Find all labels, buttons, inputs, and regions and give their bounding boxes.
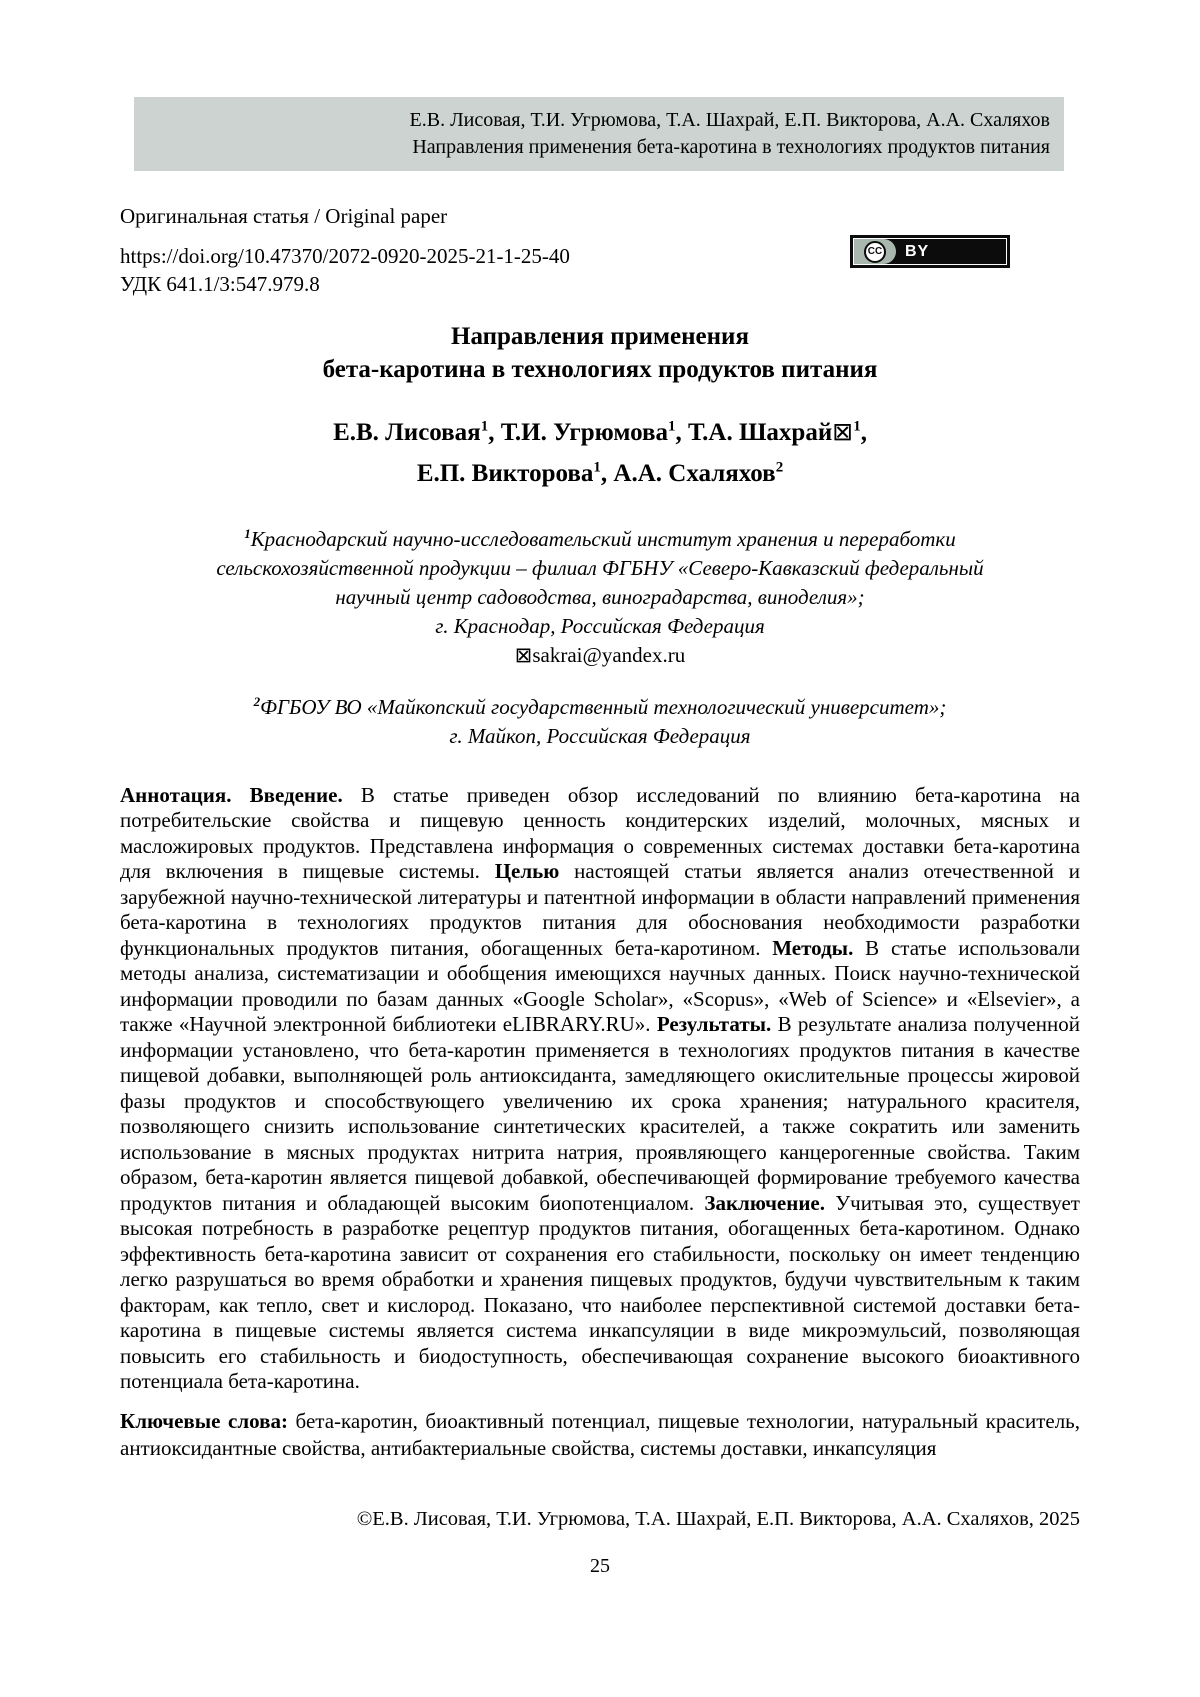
cc-badge-frame <box>853 238 1007 265</box>
cc-by-license-badge[interactable] <box>850 235 1010 268</box>
doi-link[interactable]: https://doi.org/10.47370/2072-0920-2025-21-1-25-40 <box>120 244 570 268</box>
article-title <box>120 320 1080 386</box>
keywords-label: Ключевые слова: <box>120 1408 288 1433</box>
article-title-line2: бета-каротина в технологиях продуктов питания <box>322 356 878 383</box>
copyright-line: ©Е.В. Лисовая, Т.И. Угрюмова, Т.А. Шахрай, Е.П. Викторова, А.А. Схаляхов, 2025 <box>356 1507 1080 1530</box>
abstract-methods-label: Методы. <box>772 935 866 960</box>
abstract-goal-label: Целью <box>494 859 575 884</box>
abstract-results-label: Результаты. <box>656 1012 778 1037</box>
udk-code: УДК 641.1/3:547.979.8 <box>120 272 320 296</box>
abstract-paragraph: Аннотация. Введение. В статье приведен обзор исследований по влиянию бета-каротина на потребительские свойства и пищевую ценность кондитерских изделий, молочных, мясных и масложировых продуктов. Представлена информация о современных системах доставки бета-каротина для включения в пищевые системы. Целью настоящей статьи является анализ отечественной и зарубежной научно-технической литературы и патентной информации в области направлений применения бета-каротина в технологиях продуктов питания для обоснования необходимости разработки функциональных продуктов питания, обогащенных бета-каротином. Методы. В статье использовали методы анализа, систематизации и обобщения имеющихся научных данных. Поиск научно-технической информации проводили по базам данных «Google Scholar», «Scopus», «Web of Science» и «Elsevier», а также «Научной электронной библиотеки eLIBRARY.RU». Результаты. В результате анализа полученной информации установлено, что бета-каротин применяется в технологиях продуктов питания в качестве пищевой добавки, выполняющей роль антиоксиданта, замедляющего окислительные процессы жировой фазы продуктов и способствующего увеличению их срока хранения; натурального красителя, позволяющего снизить использование синтетических красителей, а также сократить или заменить использование в мясных продуктах нитрита натрия, проявляющего канцерогенные свойства. Таким образом, бета-каротин является пищевой добавкой, обеспечивающей формирование требуемого качества продуктов питания и обладающей высоким биопотенциалом. Заключение. Учитывая это, существует высокая потребность в разработке рецептур продуктов питания, обогащенных бета-каротином. Однако эффективность бета-каротина зависит от сохранения его стабильности, поскольку он имеет тенденцию легко разрушаться во время обработки и хранения пищевых продуктов, будучи чувствительным к таким факторам, как тепло, свет и кислород. Показано, что наиболее перспективной системой доставки бета-каротина в пищевые системы является система инкапсуляции в виде микроэмульсий, позволяющая повысить его стабильность и биодоступность, обеспечивающая сохранение высокого биоактивного потенциала бета-каротина. <box>120 782 1081 1394</box>
cc-circle-logo: CC <box>864 241 886 263</box>
article-title-line1: Направления применения <box>451 323 749 350</box>
affiliation-2: $^2$ФГБОУ ВО «Майкопский государственный технологический университет»; г. Майкоп, Российская Федерация <box>253 693 947 748</box>
running-head <box>134 97 1064 171</box>
running-head-authors: Е.В. Лисовая, Т.И. Угрюмова, Т.А. Шахрай, Е.П. Викторова, А.А. Схаляхов <box>409 109 1050 131</box>
corresponding-email[interactable] <box>515 643 685 667</box>
author: Т.И. Угрюмова$^1$, <box>500 419 688 447</box>
abstract-label: Аннотация. Введение. <box>120 782 361 807</box>
affiliation-1-marker: 1 <box>244 525 251 541</box>
keywords-list: бета-каротин, биоактивный потенциал, пищевые технологии, натуральный краситель, антиоксидантные свойства, антибактериальные свойства, системы доставки, инкапсуляция <box>120 1408 1081 1460</box>
author: Е.В. Лисовая$^1$, <box>333 419 501 447</box>
cc-by-label: BY <box>905 242 930 260</box>
abstract-conclusion-label: Заключение. <box>704 1190 836 1215</box>
author: Т.А. Шахрай⊠$^1$, <box>687 417 867 447</box>
keywords-paragraph <box>120 1408 1080 1462</box>
page-number: 25 <box>590 1554 610 1577</box>
article-identifiers <box>120 242 570 298</box>
meta-row <box>120 242 1080 298</box>
cc-icon <box>854 239 896 264</box>
authors-block <box>120 410 1080 491</box>
email-address[interactable]: sakrai@yandex.ru <box>532 642 686 667</box>
author: А.А. Схаляхов$^2$ <box>613 459 784 487</box>
envelope-icon: ⊠ <box>514 642 533 667</box>
affiliation-2-marker: 2 <box>253 693 261 709</box>
envelope-icon: ⊠ <box>832 417 854 447</box>
running-head-title: Направления применения бета-каротина в технологиях продуктов питания <box>412 136 1050 158</box>
author: Е.П. Викторова$^1$, <box>416 459 614 487</box>
affiliation-1: $^1$Краснодарский научно-исследовательский институт хранения и переработки сельскохозяйственной продукции – филиал ФГБНУ «Северо-Кавказский федеральный научный центр садоводства, виноградарства, виноделия»; г. Краснодар, Российская Федерация ⊠sakrai@yandex.ru <box>216 525 984 667</box>
article-type-label: Оригинальная статья / Original paper <box>120 204 448 228</box>
